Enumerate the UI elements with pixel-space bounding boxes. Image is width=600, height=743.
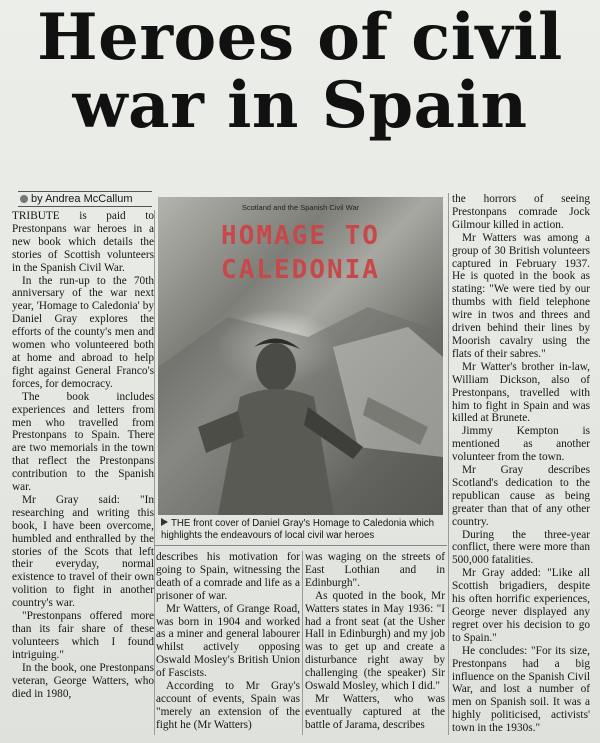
paragraph: The book includes experiences and letters from men who travelled from Prestonpans to Spain. There are two memorials in the town that reflect the Prestonpans contribution to the Spanish war. <box>12 390 154 494</box>
headline-line-1: Heroes of civil <box>37 0 563 75</box>
paragraph: During the three-year conflict, there were more than 500,000 fatalities. <box>452 528 590 567</box>
column-divider <box>154 210 155 735</box>
cover-title-line-1: HOMAGE TO <box>221 221 380 251</box>
paragraph: In the run-up to the 70th anniversary of the war next year, 'Homage to Caledonia' by Daniel Gray explores the efforts of the county's men and women who volunteered both at home and abroad to help fight against General Franco's forces, for democracy. <box>12 274 154 390</box>
paragraph: In the book, one Prestonpans veteran, George Watters, who died in 1980, <box>12 661 154 700</box>
paragraph: Mr Gray said: "In researching and writing this book, I have been overcome, humbled and enthralled by the stories of the Scots that left their everyday, normal existence to travel of their own volition to fight in another country's war. <box>12 493 154 610</box>
cover-series-text: Scotland and the Spanish Civil War <box>241 203 360 212</box>
paragraph: Mr Gray describes Scotland's dedication to the republican cause as being greater than that of any other country. <box>452 464 590 528</box>
cover-title-line-2: CALEDONIA <box>221 255 380 285</box>
paragraph: was waging on the streets of East Lothian and in Edinburgh". <box>305 551 445 589</box>
paragraph: Mr Gray added: "Like all Scottish brigadiers, despite his often horrific experiences, George never displayed any regret over his decision to go to Spain." <box>452 567 590 644</box>
paragraph: Jimmy Kempton is mentioned as another volunteer from the town. <box>452 425 590 464</box>
paragraph: Mr Watter's brother in-law, William Dickson, also of Prestonpans, travelled with him to fight in Spain and was killed at Brunete. <box>452 360 590 425</box>
article-column-2 <box>156 551 300 732</box>
caption-divider <box>155 545 447 546</box>
bullet-icon <box>20 195 28 203</box>
book-cover-photo <box>158 197 443 515</box>
paragraph: Mr Watters, who was eventually captured at the battle of Jarama, describes <box>305 692 445 731</box>
article-column-1 <box>12 210 154 700</box>
article-column-4 <box>452 193 590 735</box>
cover-title <box>158 219 443 287</box>
column-divider <box>302 551 303 735</box>
paragraph: describes his motivation for going to Spain, witnessing the death of a comrade and life as a prisoner of war. <box>156 551 300 602</box>
column-divider <box>448 193 449 735</box>
paragraph: Mr Watters, of Grange Road, was born in 1904 and worked as a miner and general labourer whilst actively opposing Oswald Mosley's British Union of Fascists. <box>156 602 300 680</box>
byline <box>18 191 152 207</box>
paragraph: Mr Watters was among a group of 30 British volunteers captured in February 1937. He is quoted in the book as stating: "We were tied by our thumbs with field telephone wire in twos and threes and driven behind their lines by Moorish cavalry using the flats of their sabres." <box>452 231 590 360</box>
paragraph: According to Mr Gray's account of events, Spain was "merely an extension of the fight he (Mr Watters) <box>156 680 300 731</box>
photo-caption <box>161 518 446 541</box>
paragraph: He concludes: "For its size, Prestonpans had a big influence on the Spanish Civil War, and lost a number of men on Spanish soil. It was a highly politicised, activists' town in the 1930s." <box>452 644 590 735</box>
article-column-3 <box>305 551 445 732</box>
headline <box>0 0 600 143</box>
byline-text: by Andrea McCallum <box>31 193 133 205</box>
paragraph: As quoted in the book, Mr Watters states in May 1936: "I had a front seat (at the Usher Hall in Edinburgh) and my job was to get up and create a disturbance right away by challenging (the speaker) Sir Oswald Mosley, which I did." <box>305 589 445 693</box>
paragraph: the horrors of seeing Prestonpans comrade Jock Gilmour killed in action. <box>452 193 590 231</box>
paragraph: TRIBUTE is paid to Prestonpans war heroes in a new book which details the stories of Scottish volunteers in the Spanish Civil War. <box>12 210 154 274</box>
caption-arrow-icon <box>161 518 168 526</box>
headline-line-2: war in Spain <box>72 68 528 143</box>
paragraph: "Prestonpans offered more than its fair share of these volunteers which I found intriguing." <box>12 610 154 661</box>
caption-text: THE front cover of Daniel Gray's Homage to Caledonia which highlights the endeavours of local civil war heroes <box>161 518 434 541</box>
